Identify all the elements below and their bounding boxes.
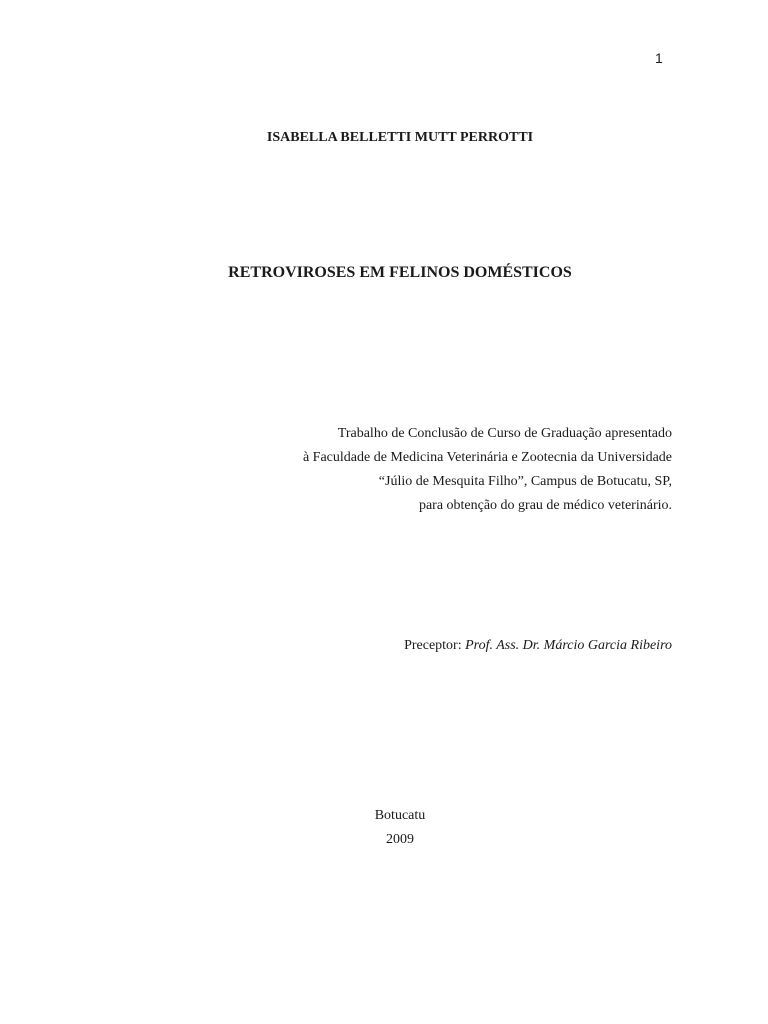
- preceptor-label: Preceptor:: [404, 638, 462, 653]
- author-name: ISABELLA BELLETTI MUTT PERROTTI: [266, 130, 534, 145]
- page-number: 1: [655, 50, 663, 66]
- description-line: Trabalho de Conclusão de Curso de Graduação apresentado: [337, 426, 672, 441]
- place-and-year: [340, 804, 460, 852]
- document-title: RETROVIROSES EM FELINOS DOMÉSTICOS: [228, 264, 572, 281]
- city: Botucatu: [374, 808, 426, 823]
- year: 2009: [386, 832, 414, 847]
- description-line: “Júlio de Mesquita Filho”, Campus de Botucatu, SP,: [378, 474, 672, 489]
- description-line: para obtenção do grau de médico veterinário.: [418, 498, 672, 513]
- preceptor: [404, 636, 672, 656]
- preceptor-name: Prof. Ass. Dr. Márcio Garcia Ribeiro: [465, 638, 672, 653]
- description-line: à Faculdade de Medicina Veterinária e Zootecnia da Universidade: [302, 450, 672, 465]
- thesis-description: [303, 422, 672, 518]
